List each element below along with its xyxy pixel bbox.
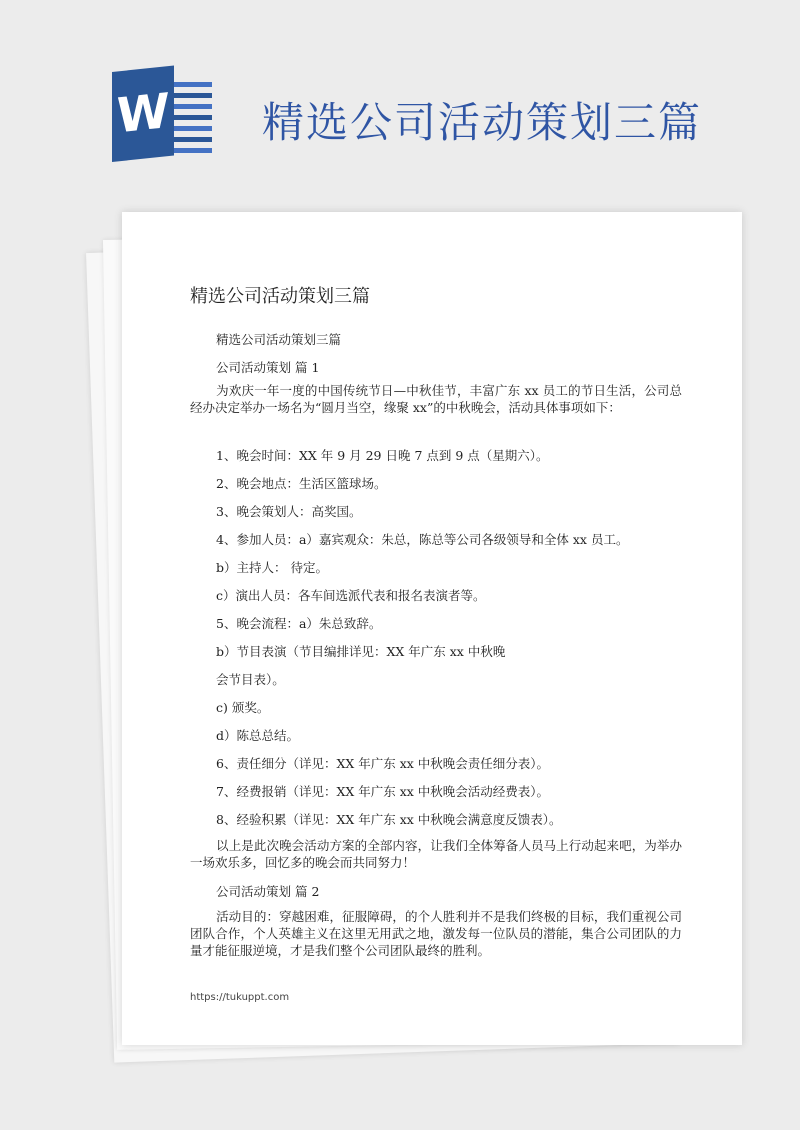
list-item: 3、晚会策划人：高奖国。 [216, 504, 362, 519]
word-icon-letter: W [112, 65, 174, 162]
list-item: b）主持人： 待定。 [216, 560, 328, 575]
list-item: c) 颁奖。 [216, 700, 270, 715]
purpose-paragraph [190, 908, 682, 959]
list-item: b）节目表演（节目编排详见：XX 年广东 xx 中秋晚 [216, 644, 506, 659]
document-title: 精选公司活动策划三篇 [190, 286, 370, 307]
list-item: c）演出人员：各车间选派代表和报名表演者等。 [216, 588, 486, 603]
header [0, 0, 800, 210]
word-icon [112, 72, 212, 162]
list-item: 8、经验积累（详见：XX 年广东 xx 中秋晚会满意度反馈表）。 [216, 812, 562, 827]
list-item: 7、经费报销（详见：XX 年广东 xx 中秋晚会活动经费表）。 [216, 784, 550, 799]
header-title: 精选公司活动策划三篇 [262, 98, 703, 147]
purpose-text: 活动目的：穿越困难，征服障碍，的个人胜利并不是我们终极的目标，我们重视公司团队合作，个人英雄主义在这里无用武之地，激发每一位队员的潜能，集合公司团队的力量才能征服逆境，才是我们整个公司团队最终的胜利。 [190, 909, 682, 958]
section-heading: 公司活动策划 篇 1 [216, 360, 320, 375]
document-line: 精选公司活动策划三篇 [216, 332, 342, 347]
intro-text: 为欢庆一年一度的中国传统节日—中秋佳节，丰富广东 xx 员工的节日生活，公司总经办决定举办一场名为“圆月当空，缘聚 xx”的中秋晚会，活动具体事项如下： [190, 383, 682, 415]
intro-paragraph [190, 382, 682, 416]
list-item: 4、参加人员：a）嘉宾观众：朱总，陈总等公司各级领导和全体 xx 员工。 [216, 532, 629, 547]
closing-text: 以上是此次晚会活动方案的全部内容，让我们全体筹备人员马上行动起来吧，为举办一场欢乐多，回忆多的晚会而共同努力！ [190, 838, 682, 870]
list-item: 1、晚会时间：XX 年 9 月 29 日晚 7 点到 9 点（星期六）。 [216, 448, 549, 463]
list-item: 2、晚会地点：生活区篮球场。 [216, 476, 387, 491]
section-heading: 公司活动策划 篇 2 [216, 884, 320, 899]
list-item: 5、晚会流程：a）朱总致辞。 [216, 616, 382, 631]
list-item: 会节目表）。 [216, 672, 285, 687]
document-page [122, 212, 742, 1045]
list-item: d）陈总总结。 [216, 728, 300, 743]
closing-paragraph [190, 837, 682, 871]
list-item: 6、责任细分（详见：XX 年广东 xx 中秋晚会责任细分表）。 [216, 756, 550, 771]
footer-url: https://tukuppt.com [190, 992, 290, 1003]
